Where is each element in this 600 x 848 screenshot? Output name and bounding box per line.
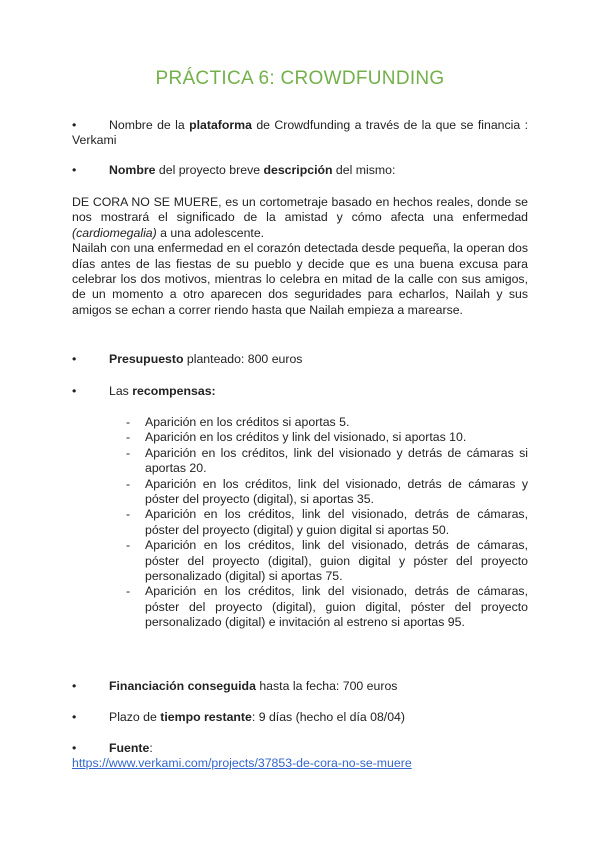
bullet-icon: •: [72, 118, 77, 132]
italic-term: (cardiomegalia): [72, 225, 157, 240]
rewards-list: [126, 415, 528, 631]
source-link[interactable]: https://www.verkami.com/projects/37853-de-cora-no-se-muere: [72, 756, 412, 771]
description-paragraph-1: DE CORA NO SE MUERE, es un cortometraje basado en hechos reales, donde se nos mostrará el significado de la amistad y cómo afecta una enfermedad (cardiomegalia) a una adolescente.: [72, 195, 528, 240]
rewards-heading: Las recompensas:: [109, 384, 216, 398]
reward-item: - Aparición en los créditos, link del visionado, detrás de cámaras, póster del proyecto (digital) y guion digital si aportas 50.: [126, 507, 528, 537]
bullet-icon: •: [72, 710, 77, 724]
reward-item: - Aparición en los créditos si aportas 5.: [126, 415, 350, 429]
project-description: [72, 195, 528, 318]
reward-item: - Aparición en los créditos, link del visionado, detrás de cámaras, póster del proyecto (digital), guion digital y póster del proyecto personalizado (digital) si aportas 75.: [126, 538, 528, 584]
name-text: Nombre del proyecto breve descripción del mismo:: [109, 163, 396, 177]
bullet-icon: •: [72, 352, 77, 366]
reward-item: - Aparición en los créditos, link del visionado, detrás de cámaras, póster del proyecto (digital), guion digital, póster del proyecto personalizado (digital) e invitación al estreno si aportas 95.: [126, 584, 528, 630]
reward-item: - Aparición en los créditos, link del visionado, detrás de cámaras y póster del proyecto (digital), si aportas 35.: [126, 476, 528, 507]
reward-item: - Aparición en los créditos, link del visionado y detrás de cámaras si aportas 20.: [126, 445, 528, 476]
bullet-source: [72, 741, 528, 772]
source-label: Fuente:: [109, 741, 153, 755]
bullet-icon: •: [72, 163, 77, 177]
bullet-icon: •: [72, 384, 77, 398]
bullet-icon: •: [72, 741, 77, 755]
page-title: PRÁCTICA 6: CROWDFUNDING: [155, 68, 445, 89]
time-text: Plazo de tiempo restante: 9 días (hecho el día 08/04): [109, 710, 405, 724]
bullet-platform: [72, 118, 528, 149]
budget-text: Presupuesto planteado: 800 euros: [109, 352, 303, 366]
reward-item: - Aparición en los créditos y link del visionado, si aportas 10.: [126, 430, 467, 445]
bullet-icon: •: [72, 679, 77, 693]
description-paragraph-2: Nailah con una enfermedad en el corazón detectada desde pequeña, la operan dos días antes de las fiestas de su pueblo y decide que es una buena excusa para celebrar los dos motivos, mientras lo celebra en mitad de la calle con sus amigos, de un momento a otro aparecen dos seguridades para echarlos, Nailah y sus amigos se echan a correr riendo hasta que Nailah empieza a marearse.: [72, 241, 528, 317]
funding-text: Financiación conseguida hasta la fecha: 700 euros: [109, 679, 398, 693]
platform-text: Nombre de la plataforma de Crowdfunding a través de la que se financia : Verkami: [72, 118, 528, 148]
